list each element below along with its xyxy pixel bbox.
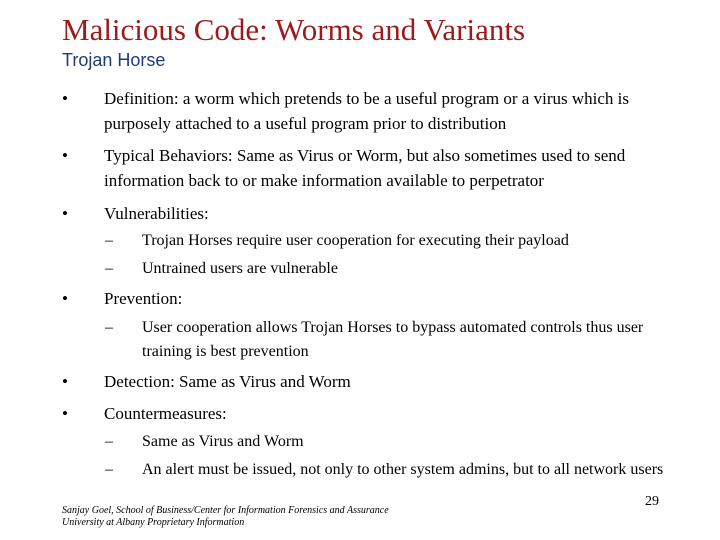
bullet-marker: •: [62, 289, 68, 308]
slide-footer: [62, 505, 389, 529]
sub-bullet-marker: –: [105, 461, 113, 478]
sub-bullet-text: An alert must be issued, not only to other system admins, but to all network users: [142, 461, 664, 478]
sub-bullet-text: Same as Virus and Worm: [142, 433, 304, 450]
footer-proprietary-line: University at Albany Proprietary Information: [62, 517, 245, 528]
bullet-text: Countermeasures:: [104, 404, 227, 423]
bullet-text: Typical Behaviors: Same as Virus or Worm, but also sometimes used to send information back to or make information available to perpetrator: [104, 146, 626, 190]
slide-title: Malicious Code: Worms and Variants: [62, 12, 526, 47]
bullet-marker: •: [62, 89, 68, 108]
sub-bullet-marker: –: [105, 433, 113, 450]
bullet-text: Prevention:: [104, 289, 183, 308]
page-number: 29: [645, 494, 659, 509]
bullet-marker: •: [62, 404, 68, 423]
bullet-marker: •: [62, 204, 68, 223]
slide-subtitle: Trojan Horse: [62, 50, 166, 70]
sub-bullet-marker: –: [105, 319, 113, 336]
sub-bullet-text: User cooperation allows Trojan Horses to bypass automated controls thus user training is best prevention: [142, 319, 644, 360]
bullet-text: Detection: Same as Virus and Worm: [104, 372, 351, 391]
sub-bullet-marker: –: [105, 232, 113, 249]
footer-author-line: Sanjay Goel, School of Business/Center for Information Forensics and Assurance: [62, 505, 389, 516]
sub-bullet-marker: –: [105, 260, 113, 277]
sub-bullet-text: Untrained users are vulnerable: [142, 260, 338, 277]
bullet-text: Definition: a worm which pretends to be a useful program or a virus which is purposely attached to a useful program prior to distribution: [104, 89, 629, 133]
bullet-marker: •: [62, 372, 68, 391]
bullet-text: Vulnerabilities:: [104, 204, 209, 223]
sub-bullet-text: Trojan Horses require user cooperation for executing their payload: [142, 232, 569, 249]
bullet-marker: •: [62, 146, 68, 165]
